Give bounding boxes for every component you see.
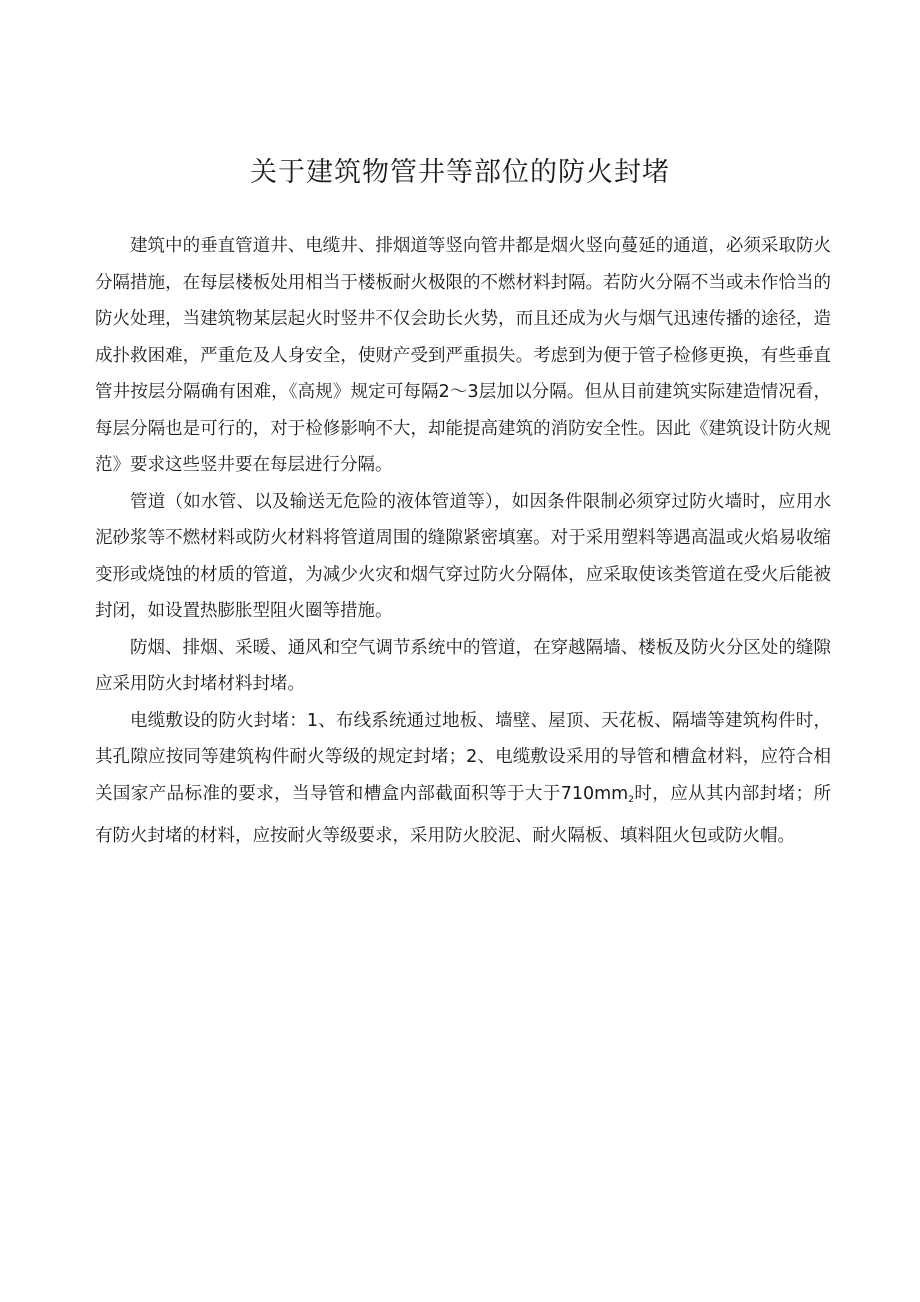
document-body <box>95 228 831 855</box>
paragraph-ducts: 防烟、排烟、采暖、通风和空气调节系统中的管道，在穿越隔墙、楼板及防火分区处的缝隙应采用防火封堵材料封堵。 <box>95 637 831 694</box>
cable-text-after-unit: 时，应从其内部封堵；所有防火封堵的材料，应按耐火等级要求，采用防火胶泥、耐火隔板、填料阻火包或防火帽。 <box>95 783 832 846</box>
paragraph-shafts: 建筑中的垂直管道井、电缆井、排烟道等竖向管井都是烟火竖向蔓延的通道，必须采取防火分隔措施，在每层楼板处用相当于楼板耐火极限的不燃材料封隔。若防火分隔不当或未作恰当的防火处理，当建筑物某层起火时竖井不仅会助长火势，而且还成为火与烟气迅速传播的途径，造成扑救困难，严重危及人身安全，使财产受到严重损失。考虑到为便于管子检修更换，有些垂直管井按层分隔确有困难，《高规》规定可每隔2～3层加以分隔。但从目前建筑实际建造情况看，每层分隔也是可行的，对于检修影响不大，却能提高建筑的消防安全性。因此《建筑设计防火规范》要求这些竖井要在每层进行分隔。 <box>95 236 831 475</box>
paragraph-cables <box>95 703 831 855</box>
paragraph-pipes: 管道（如水管、以及输送无危险的液体管道等），如因条件限制必须穿过防火墙时，应用水泥砂浆等不燃材料或防火材料将管道周围的缝隙紧密填塞。对于采用塑料等遇高温或火焰易收缩变形或烧蚀的材质的管道，为减少火灾和烟气穿过防火分隔体，应采取使该类管道在受火后能被封闭，如设置热膨胀型阻火圈等措施。 <box>95 491 831 621</box>
unit-subscript: 2 <box>628 794 634 805</box>
document-title: 关于建筑物管井等部位的防火封堵 <box>250 157 670 188</box>
cable-text-before-unit: 电缆敷设的防火封堵：1、布线系统通过地板、墙壁、屋顶、天花板、隔墙等建筑构件时，其孔隙应按同等建筑构件耐火等级的规定封堵；2、电缆敷设采用的导管和槽盒材料，应符合相关国家产品标准的要求，当导管和槽盒内部截面积等于大于710mm <box>95 710 831 804</box>
